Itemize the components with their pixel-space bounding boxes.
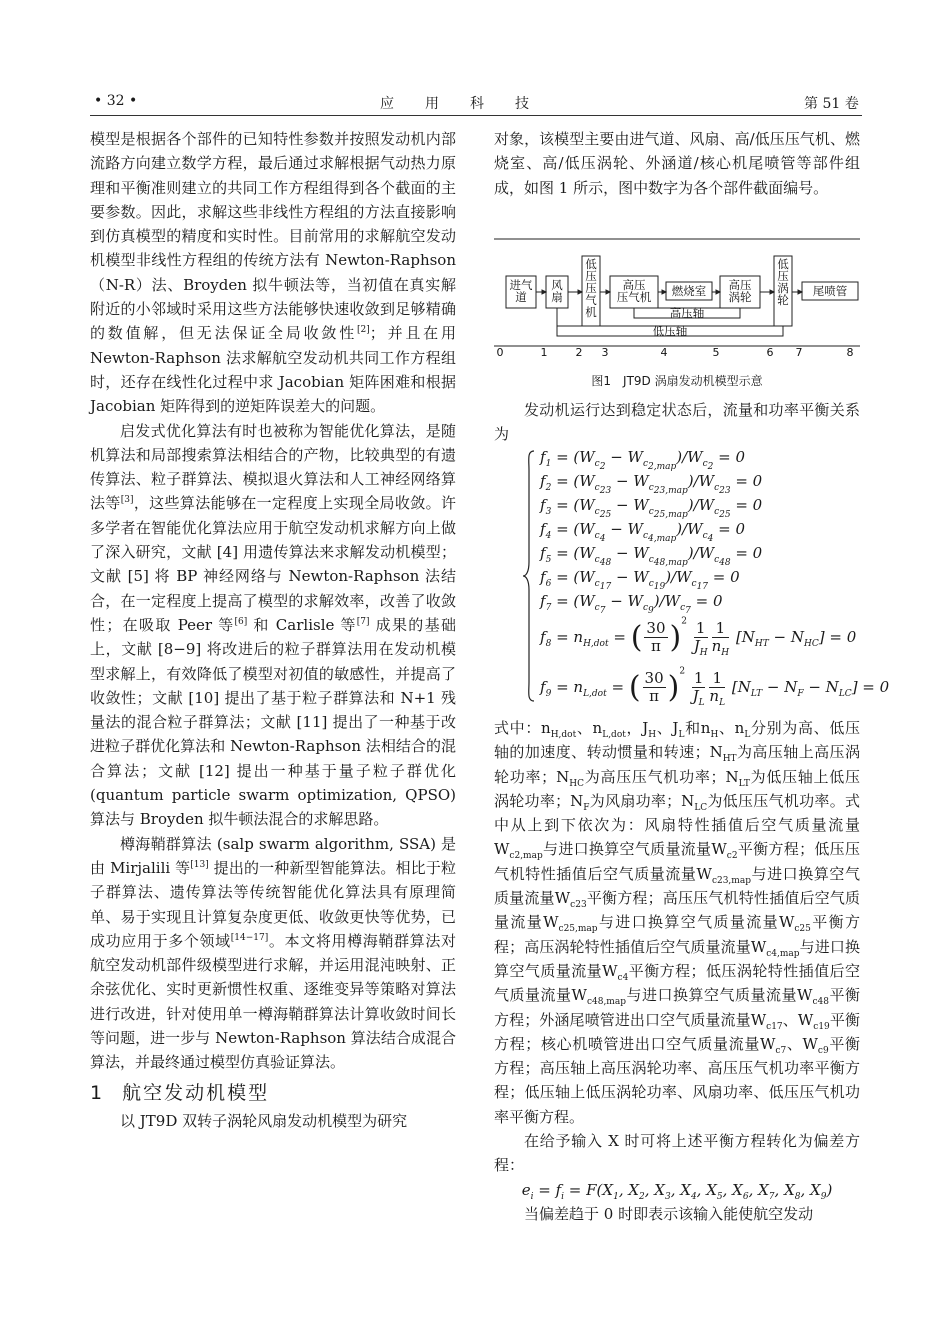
- combustor-label: 燃烧室: [671, 284, 707, 298]
- figure-engine-diagram: [494, 238, 860, 363]
- equation-f5: $f_5 = (W_{c_{48}} - W_{c_{48,map}})/W_{c_{48}} = 0$: [540, 544, 763, 568]
- equation-f7: $f_7 = (W_{c_7} - W_{c_9})/W_{c_7} = 0$: [540, 592, 723, 616]
- low-shaft-label: 低压轴: [652, 324, 688, 338]
- right-paragraph-2: 发动机运行达到稳定状态后，流量和功率平衡关系为: [494, 401, 860, 444]
- equation-f6: $f_6 = (W_{c_{17}} - W_{c_{19}})/W_{c_{17}} = 0$: [540, 568, 740, 592]
- station-numbers: [497, 346, 854, 359]
- error-equation: $e_i = f_i = F(X_1$, $X_2$, $X_3$, $X_4$, $X_5$, $X_6$, $X_7$, $X_8$, $X_9$): [521, 1180, 833, 1202]
- symbol-definitions: 式中：$n_{H,dot}$、$n_{L,dot}$，$J_H$、$J_L$和$n_H$、$n_L$分别为高、低压轴的加速度、转动惯量和转速；$N_{HT}$为高压轴上高压涡轮功率；$N_{HC}$为高压压气机功率；$N_{LT}$为低压轴上低压涡轮功率；$N_F$为风扇功率；$N_{LC}$为低压压气机功率。式中从上到下依次为：风扇特性插值后空气质量流量$W_{c2,map}$与进口换算空气质量流量$W_{c2}$平衡方程；低压压气机特性插值后空气质量流量$W_{c23,map}$与进口换算空气质量流量$W_{c23}$平衡方程；高压压气机特性插值后空气质量流量$W_{c25,map}$与进口换算空气质量流量$W_{c25}$平衡方程；高压涡轮特性插值后空气质量流量$W_{c4,map}$与进口换算空气质量流量$W_{c4}$平衡方程；低压涡轮特性插值后空气质量流量$W_{c48,map}$与进口换算空气质量流量$W_{c48}$平衡方程；外涵尾喷管进出口空气质量流量$W_{c17}$、$W_{c19}$平衡方程；核心机喷管进出口空气质量流量$W_{c7}$、$W_{c9}$平衡方程；高压轴上高压涡轮功率、高压压气机功率平衡方程；低压轴上低压涡轮功率、风扇功率、低压压气机功率平衡方程。: [494, 719, 860, 1126]
- citation: [13]: [190, 859, 209, 870]
- paragraph-3: 樽海鞘群算法 (salp swarm algorithm, SSA) 是由 Mirjalili 等[13] 提出的一种新型智能算法。相比于粒子群算法、遗传算法等传统智能优化算法具有原理简单、易于实现且计算复杂度更低、收敛更快等优势，已成功应用于多个领域[14−17]。本文将用樽海鞘群算法对航空发动机部件级模型进行求解，并运用混沌映射、正余弦优化、实时更新惯性权重、逐维变异等策略对算法进行改进，针对使用单一樽海鞘群算法计算收敛时间长等问题，进一步与 Newton-Raphson 算法结合成混合算法，并最终通过模型仿真验证算法。: [90, 834, 456, 1072]
- high-shaft-label: 高压轴: [669, 306, 705, 320]
- equation-f9: $f_9 = n_{L,dot}$ = ( $\frac{30}{\pi}$ )$^2$ $\frac{1}{J_L}$ $\frac{1}{n_L}$ $[N_{LT} - N_F - N_{LC}] = 0$: [540, 666, 890, 708]
- equation-f3: $f_3 = (W_{c_{25}} - W_{c_{25,map}})/W_{c_{25}} = 0$: [540, 496, 763, 520]
- paragraph-4: 以 JT9D 双转子涡轮风扇发动机模型为研究: [120, 1111, 408, 1130]
- station-8: 8: [846, 346, 854, 359]
- paragraph-2: 启发式优化算法有时也被称为智能优化算法，是随机算法和局部搜索算法相结合的产物，比较典型的有遗传算法、粒子群算法、模拟退火算法和人工神经网络算法等[3]，这些算法能够在一定程度上实现全局收敛。许多学者在智能优化算法应用于航空发动机求解方向上做了深入研究，文献 [4] 用遗传算法来求解发动机模型；文献 [5] 将 BP 神经网络与 Newton-Raphson 法结合，在一定程度上提高了模型的求解效率，改善了收敛性；在吸取 Peer 等[6] 和 Carlisle 等[7] 成果的基础上，文献 [8−9] 将改进后的粒子群算法用在发动机模型求解上，有效降低了模型对初值的敏感性，并提高了收敛性；文献 [10] 提出了基于粒子群算法和 N+1 残量法的混合粒子群算法；文献 [11] 提出了一种基于改进粒子群优化算法和 Newton-Raphson 法相结合的混合算法；文献 [12] 提出一种基于量子粒子群优化 (quantum particle swarm optimization, QPSO)算法与 Broyden 拟牛顿法混合的求解思路。: [90, 421, 456, 829]
- station-4: 4: [660, 346, 668, 359]
- figure-caption: 图1 JT9D 涡扇发动机模型示意: [591, 374, 763, 388]
- equation-system: [522, 448, 890, 708]
- right-paragraph-3: 在给予输入 X 时可将上述平衡方程转化为偏差方程：: [494, 1132, 860, 1175]
- paragraph-1: 模型是根据各个部件的已知特性参数并按照发动机内部流路方向建立数学方程，最后通过求解根据气动热力原理和平衡准则建立的共同工作方程组得到各个截面的主要参数。因此，求解这些非线性方程组的方法直接影响到仿真模型的精度和实时性。目前常用的求解航空发动机模型非线性方程组的传统方法有 Newton-Raphson（N-R）法、Broyden 拟牛顿法等，当初值在真实解附近的小邻域时采用这些方法能够快速收敛到足够精确的数值解，但无法保证全局收敛性[2]；并且在用 Newton-Raphson 法求解航空发动机共同工作方程组时，还存在线性化过程中求 Jacobian 矩阵困难和根据 Jacobian 矩阵得到的逆矩阵误差大的问题。: [90, 130, 456, 416]
- citation: [2]: [357, 325, 370, 336]
- header-rule: [90, 115, 862, 116]
- hpc-label: 高压压气机: [616, 278, 652, 304]
- section-heading: 1 航空发动机模型: [90, 1081, 270, 1104]
- right-column-bottom: [494, 716, 860, 1226]
- citation: [7]: [356, 616, 370, 627]
- citation: [3]: [120, 495, 134, 506]
- station-5: 5: [712, 346, 720, 359]
- lpt-label: 低压涡轮: [777, 257, 789, 307]
- fan-label: 风扇: [551, 278, 563, 304]
- station-1: 1: [540, 346, 548, 359]
- inlet-label: 进气道: [509, 278, 533, 304]
- left-column: [90, 127, 456, 1133]
- station-3: 3: [601, 346, 609, 359]
- citation: [6]: [234, 616, 248, 627]
- equation-f8: $f_8 = n_{H,dot}$ = ( $\frac{30}{\pi}$ )$^2$ $\frac{1}{J_H}$ $\frac{1}{n_H}$ $[N_{HT} - N_{HC}] = 0$: [540, 616, 857, 658]
- right-paragraph-2-wrap: [494, 398, 860, 447]
- volume-label: 第 51 卷: [804, 96, 859, 112]
- lpc-label: 低压压气机: [585, 257, 597, 319]
- right-paragraph-1: 对象，该模型主要由进气道、风扇、高/低压压气机、燃烧室、高/低压涡轮、外涵道/核心机尾喷管等部件组成，如图 1 所示，图中数字为各个部件截面编号。: [494, 130, 860, 197]
- nozzle-label: 尾喷管: [812, 284, 848, 298]
- station-2: 2: [575, 346, 583, 359]
- citation: [14−17]: [230, 932, 269, 943]
- left-brace: [522, 450, 536, 702]
- station-6: 6: [766, 346, 774, 359]
- right-column-top: [494, 127, 860, 200]
- station-0: 0: [496, 346, 504, 359]
- station-7: 7: [795, 346, 803, 359]
- equation-f2: $f_2 = (W_{c_{23}} - W_{c_{23,map}})/W_{c_{23}} = 0$: [540, 472, 763, 496]
- journal-title: 应 用 科 技: [380, 96, 530, 112]
- equation-f4: $f_4 = (W_{c_4} - W_{c_{4,map}})/W_{c_4} = 0$: [540, 520, 746, 544]
- page-number: • 32 •: [94, 93, 138, 109]
- equation-f1: $f_1 = (W_{c_2} - W_{c_{2,map}})/W_{c_2} = 0$: [540, 448, 746, 472]
- right-paragraph-4: 当偏差趋于 0 时即表示该输入能使航空发动: [524, 1204, 814, 1223]
- hpt-label: 高压涡轮: [728, 278, 752, 304]
